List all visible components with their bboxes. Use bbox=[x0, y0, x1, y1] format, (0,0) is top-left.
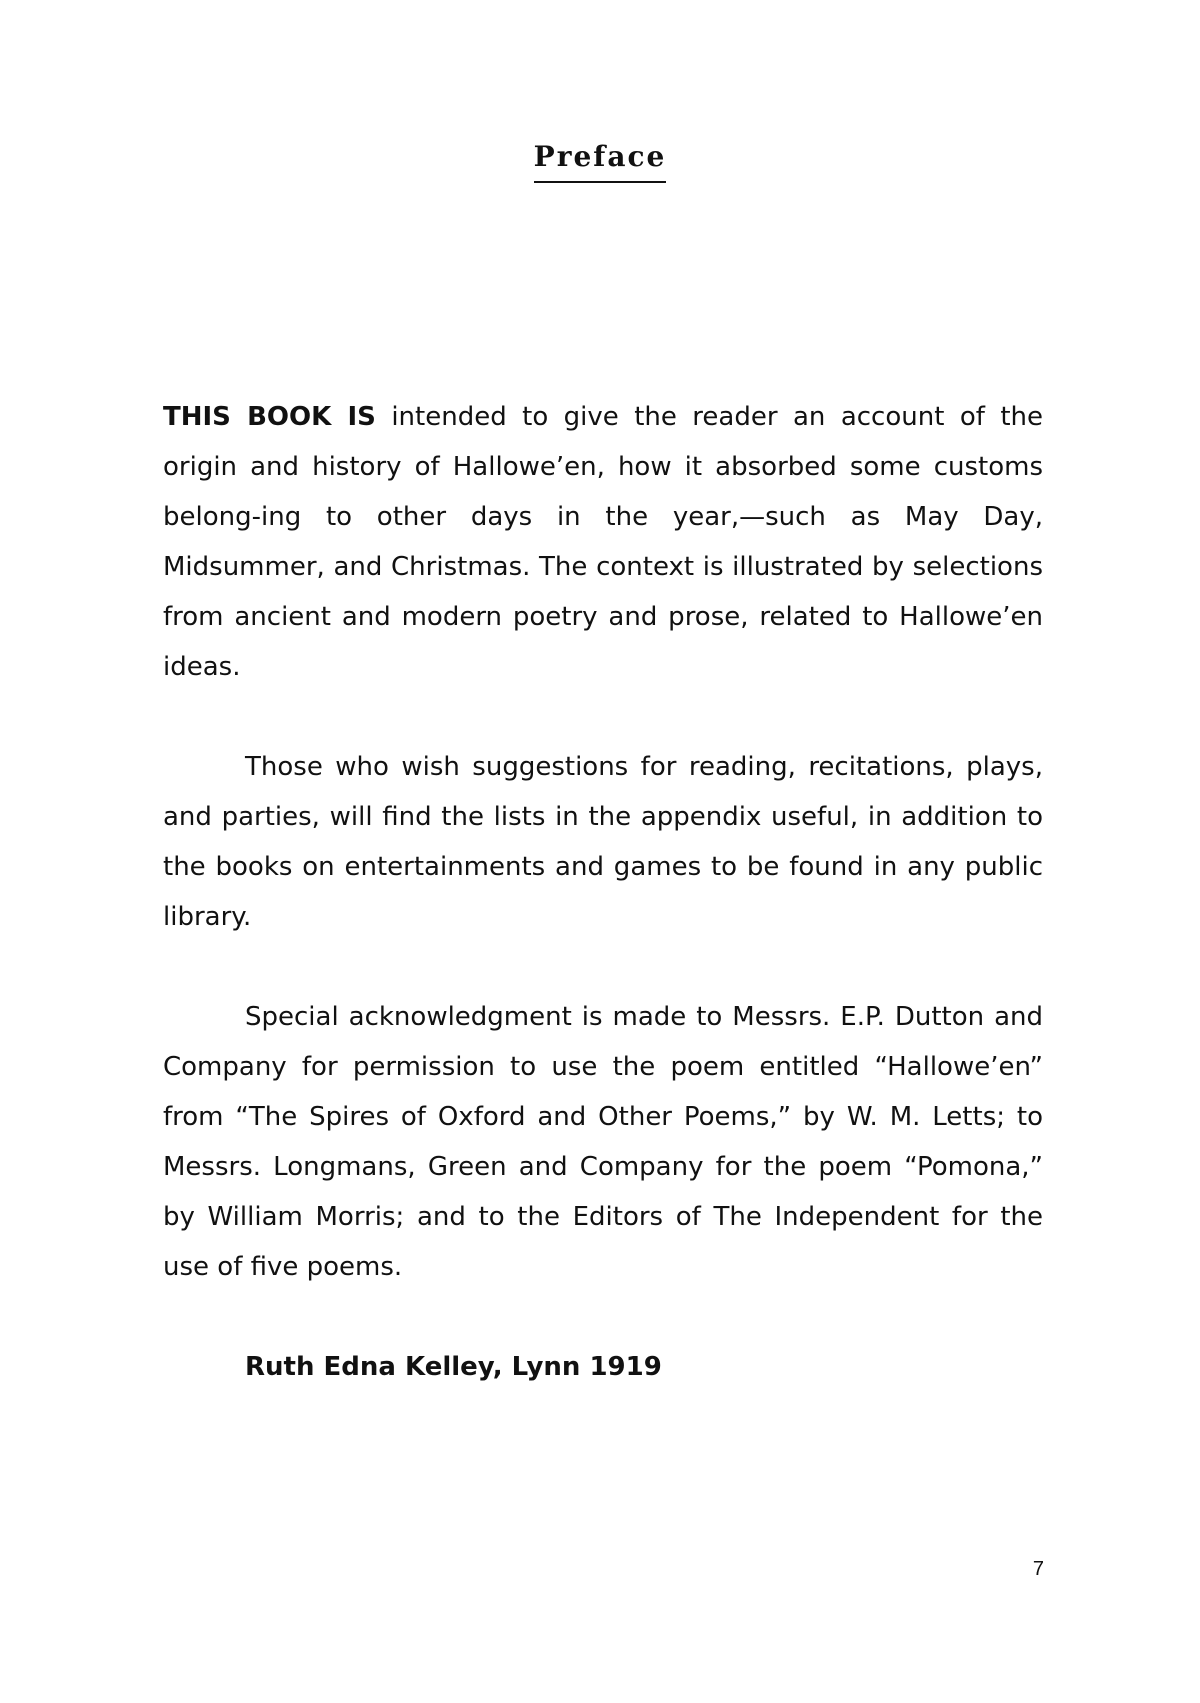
paragraph-acknowledgment: Special acknowledgment is made to Messrs. E.P. Dutton and Company for permission to use the poem entitled “Hallowe’en” from “The Spires of Oxford and Other Poems,” by W. M. Letts; to Messrs. Longmans, Green and Company for the poem “Pomona,” by William Morris; and to the Editors of The Independent for the use of five poems. bbox=[163, 1002, 1043, 1282]
paragraph-intro-text: intended to give the reader an account of the origin and history of Hallowe’en, how it absorbed some customs belong-ing to other days in the year,—such as May Day, Midsummer, and Christmas. The context is illustrated by selections from ancient and modern poetry and prose, related to Hallowe’en ideas. bbox=[163, 402, 1043, 682]
page-title bbox=[0, 140, 1200, 183]
preface-body bbox=[163, 392, 1043, 1392]
page-number: 7 bbox=[1032, 1558, 1044, 1580]
paragraph-suggestions: Those who wish suggestions for reading, recitations, plays, and parties, will find the lists in the appendix useful, in addition to the books on entertainments and games to be found in any public library. bbox=[163, 752, 1043, 932]
title-text: Preface bbox=[534, 140, 667, 183]
paragraph-intro-lead: THIS BOOK IS bbox=[163, 402, 376, 432]
author-signature: Ruth Edna Kelley, Lynn 1919 bbox=[245, 1352, 662, 1382]
paragraph-intro bbox=[163, 392, 1043, 692]
